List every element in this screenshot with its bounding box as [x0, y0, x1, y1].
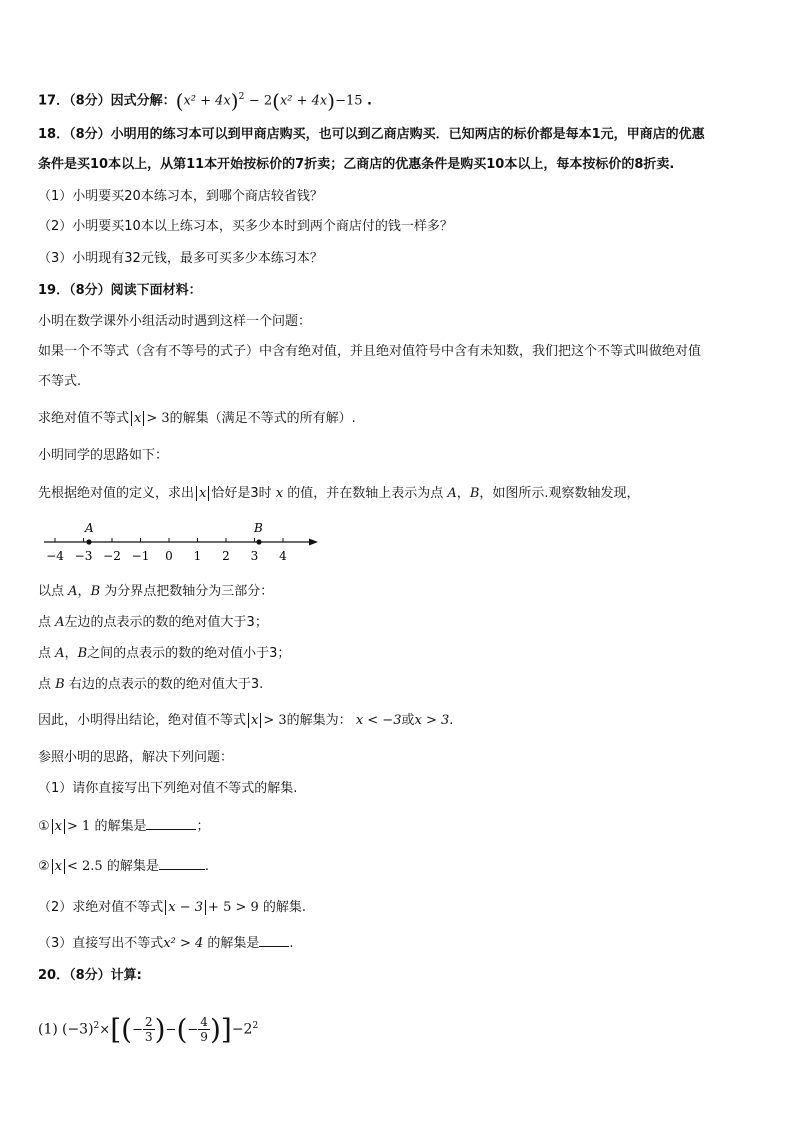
q20-expr: (1) $(-3)^2\times[(-$ $\frac{2}{3}$ )−(− $\frac{4}{9}$ )]$-2^2$ — [38, 1012, 259, 1046]
answer-blank-1a[interactable] — [146, 817, 196, 830]
q19-p3-pre: 求绝对值不等式 — [38, 411, 130, 426]
q19-s2-post: 的解集. — [262, 900, 307, 915]
q19-p9-text: 右边的点表示的数的绝对值大于3. — [68, 677, 264, 692]
number-line-tick-label: −2 — [103, 549, 121, 563]
q19-p10-mid: 的解集为： — [286, 713, 352, 728]
q19-p5-tail: ，如图所示.观察数轴发现， — [479, 486, 640, 501]
q19-s1a-num: ① — [38, 819, 50, 834]
q18-sub2: （2）小明要买10本以上练习本，买多少本时到两个商店付的钱一样多？ — [38, 219, 453, 234]
q17-expr-1: x² + 4x — [183, 93, 231, 109]
q20-times: × — [99, 1022, 111, 1038]
q18-line1: 18．（8分）小明用的练习本可以到甲商店购买，也可以到乙商店购买．已知两店的标价都是每本1元，甲商店的优惠 — [38, 127, 705, 142]
q19-p10-pre: 因此，小明得出结论，绝对值不等式 — [38, 713, 247, 728]
q19-p5-mid: 恰好是3时 — [211, 486, 272, 501]
q19-p10-sol1: x < −3 — [355, 713, 402, 728]
q19-s1b-num: ② — [38, 859, 50, 874]
q19-s1b-text: 的解集是 — [106, 859, 159, 874]
q19-p2a: 如果一个不等式（含有不等号的式子）中含有绝对值，并且绝对值符号中含有未知数，我们把这个不等式叫做绝对值 — [38, 344, 702, 359]
point-a-dot — [86, 539, 91, 544]
q19-p3-post: 的解集（满足不等式的所有解）. — [169, 411, 356, 426]
q19-p6: 以点 A，B 为分界点把数轴分为三部分： — [38, 584, 274, 599]
q17-expr-4: −15 — [335, 93, 363, 109]
q19-p5-pre: 先根据绝对值的定义，求出 — [38, 486, 195, 501]
q20-base: (−3) — [61, 1021, 94, 1038]
q19-p4: 小明同学的思路如下： — [38, 448, 169, 463]
q19-s2-abs: x − 3 — [165, 900, 206, 915]
number-line-figure — [38, 520, 328, 568]
q19-s1: （1）请你直接写出下列绝对值不等式的解集. — [38, 781, 298, 796]
fraction-1-num: 2 — [144, 1015, 153, 1030]
number-line-tick-label: 4 — [279, 549, 287, 563]
q17-line: 17．（8分）因式分解：$(x^2 + 4x)^2 - 2(x^2 + 4x)-15$ . — [38, 88, 372, 113]
q19-p3: 求绝对值不等式 x > 3的解集（满足不等式的所有解）. — [38, 411, 356, 426]
q19-p10-or: 或 — [401, 713, 415, 728]
q19-p7: 点 A左边的点表示的数的绝对值大于3； — [38, 615, 268, 630]
q20-item: (1) — [38, 1021, 58, 1038]
q17-label: 17．（8分）因式分解： — [38, 93, 176, 109]
q20-title: 20．（8分）计算: — [38, 968, 142, 983]
point-b-dot — [256, 539, 261, 544]
point-a-label: A — [85, 521, 94, 535]
q19-s3-post: 的解集是 — [207, 936, 260, 951]
q19-p3-math: > 3 — [146, 411, 170, 426]
q19-p5-post: 的值，并在数轴上表示为点 — [287, 486, 444, 501]
q19-s2-math: + 5 > 9 — [208, 900, 259, 915]
q19-s2-pre: （2）求绝对值不等式 — [38, 900, 164, 915]
q19-s1a: ① x > 1 的解集是 ； — [38, 819, 210, 834]
q19-p1: 小明在数学课外小组活动时遇到这样一个问题： — [38, 314, 312, 329]
fraction-1-den: 3 — [144, 1030, 153, 1045]
q19-s1b-math: < 2.5 — [67, 859, 103, 874]
number-line-arrow — [309, 539, 318, 546]
answer-blank-3[interactable] — [259, 934, 289, 947]
number-line-tick-label: 1 — [193, 549, 202, 563]
q19-p10-sol2: x > 3 — [414, 713, 450, 728]
fraction-1 — [143, 1015, 155, 1044]
q19-p6-text: 为分界点把数轴分为三部分： — [104, 584, 274, 599]
q18-sub1: （1）小明要买20本练习本，到哪个商店较省钱？ — [38, 189, 323, 204]
number-line-tick-label: −4 — [46, 549, 64, 563]
q19-title: 19．（8分）阅读下面材料： — [38, 283, 202, 298]
q19-p10: 因此，小明得出结论，绝对值不等式 x > 3的解集为： x < −3或x > 3. — [38, 713, 454, 728]
q19-s3-pre: （3）直接写出不等式 — [38, 936, 164, 951]
q17-expr-2: − 2 — [248, 93, 273, 109]
q19-s2 — [38, 899, 306, 917]
fraction-2-den: 9 — [200, 1030, 208, 1045]
fraction-2 — [198, 1015, 210, 1044]
q18-sub3: （3）小明现有32元钱，最多可买多少本练习本？ — [38, 251, 323, 266]
q20-exp: 2 — [93, 1021, 100, 1031]
q20-tail: −2 — [231, 1021, 253, 1038]
number-line-tick-label: 3 — [250, 549, 259, 563]
q19-s1a-math: > 1 — [67, 819, 91, 834]
q19-s3: （3）直接写出不等式x² > 4 的解集是 . — [38, 936, 294, 951]
number-line-tick-label: 0 — [165, 549, 173, 563]
q19-p5: 先根据绝对值的定义，求出 x 恰好是3时 x 的值，并在数轴上表示为点 A，B，如图所示.观察数轴发现， — [38, 486, 640, 501]
q19-s3-math: x² > 4 — [163, 936, 204, 951]
q19-p7-text: 左边的点表示的数的绝对值大于3； — [64, 615, 268, 630]
q19-p9: 点 B 右边的点表示的数的绝对值大于3. — [38, 677, 264, 692]
fraction-2-num: 4 — [200, 1015, 208, 1030]
q19-p8: 点 A，B之间的点表示的数的绝对值小于3； — [38, 646, 291, 661]
q19-s1b: ② x < 2.5 的解集是 . — [38, 859, 209, 874]
q19-p8-text: 之间的点表示的数的绝对值小于3； — [87, 646, 291, 661]
q19-s1a-text: 的解集是 — [94, 819, 147, 834]
q19-p2b: 不等式. — [38, 374, 82, 389]
answer-blank-1b[interactable] — [159, 857, 205, 870]
number-line-tick-label: −3 — [74, 549, 93, 563]
q17-expr-3: x² + 4x — [279, 93, 328, 109]
q17-end: . — [367, 93, 372, 109]
number-line-tick-label: −1 — [131, 549, 150, 563]
number-line-tick-label: 2 — [222, 549, 230, 563]
point-b-label: B — [254, 521, 263, 535]
q19-p11: 参照小明的思路，解决下列问题： — [38, 750, 234, 765]
q18-line2: 条件是买10本以上，从第11本开始按标价的7折卖；乙商店的优惠条件是购买10本以上，每本按标价的8折卖. — [38, 157, 675, 172]
